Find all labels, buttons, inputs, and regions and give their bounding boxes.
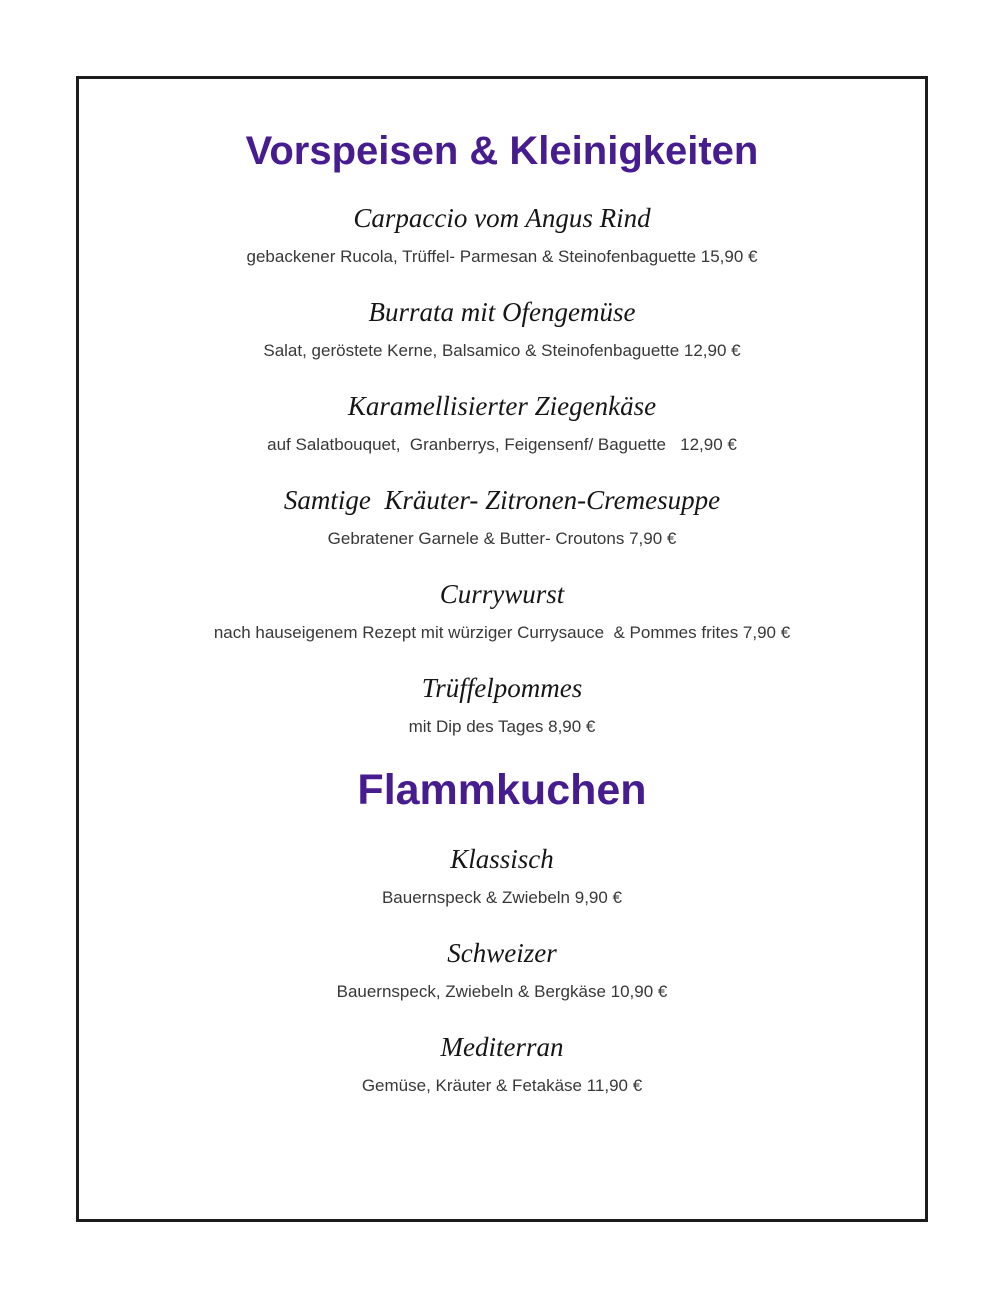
menu-item [79,936,925,1002]
dish-description: Salat, geröstete Kerne, Balsamico & Steinofenbaguette 12,90 € [263,341,741,360]
menu-border-frame [76,76,928,1222]
menu-item [79,201,925,267]
section-title-flammkuchen: Flammkuchen [357,766,647,814]
menu-item [79,671,925,737]
dish-name: Klassisch [450,844,554,875]
dish-description: Gemüse, Kräuter & Fetakäse 11,90 € [361,1076,643,1096]
dish-description: mit Dip des Tages 8,90 € [408,717,596,736]
dish-name: Currywurst [439,579,565,609]
dish-name: Mediterran [440,1032,564,1063]
menu-item [79,389,925,455]
dish-name: Samtige Kräuter- Zitronen-Cremesuppe [283,485,721,515]
dish-name: Schweizer [447,938,557,969]
dish-name: Carpaccio vom Angus Rind [353,203,651,233]
dish-description: auf Salatbouquet, Granberrys, Feigensenf/ Baguette 12,90 € [267,435,737,454]
dish-description: Gebratener Garnele & Butter- Croutons 7,90 € [327,529,677,548]
dish-description: Bauernspeck, Zwiebeln & Bergkäse 10,90 € [336,982,668,1002]
menu-item [79,577,925,643]
menu-item [79,842,925,908]
dish-name: Trüffelpommes [421,673,583,703]
dish-description: gebackener Rucola, Trüffel- Parmesan & Steinofenbaguette 15,90 € [246,247,758,266]
menu-item [79,1030,925,1096]
dish-name: Karamellisierter Ziegenkäse [347,391,657,421]
dish-description: nach hauseigenem Rezept mit würziger Currysauce & Pommes frites 7,90 € [213,623,791,642]
menu-item [79,295,925,361]
dish-name: Burrata mit Ofengemüse [368,297,636,327]
section-title-vorspeisen: Vorspeisen & Kleinigkeiten [245,129,759,173]
dish-description: Bauernspeck & Zwiebeln 9,90 € [381,888,623,908]
menu-item [79,483,925,549]
